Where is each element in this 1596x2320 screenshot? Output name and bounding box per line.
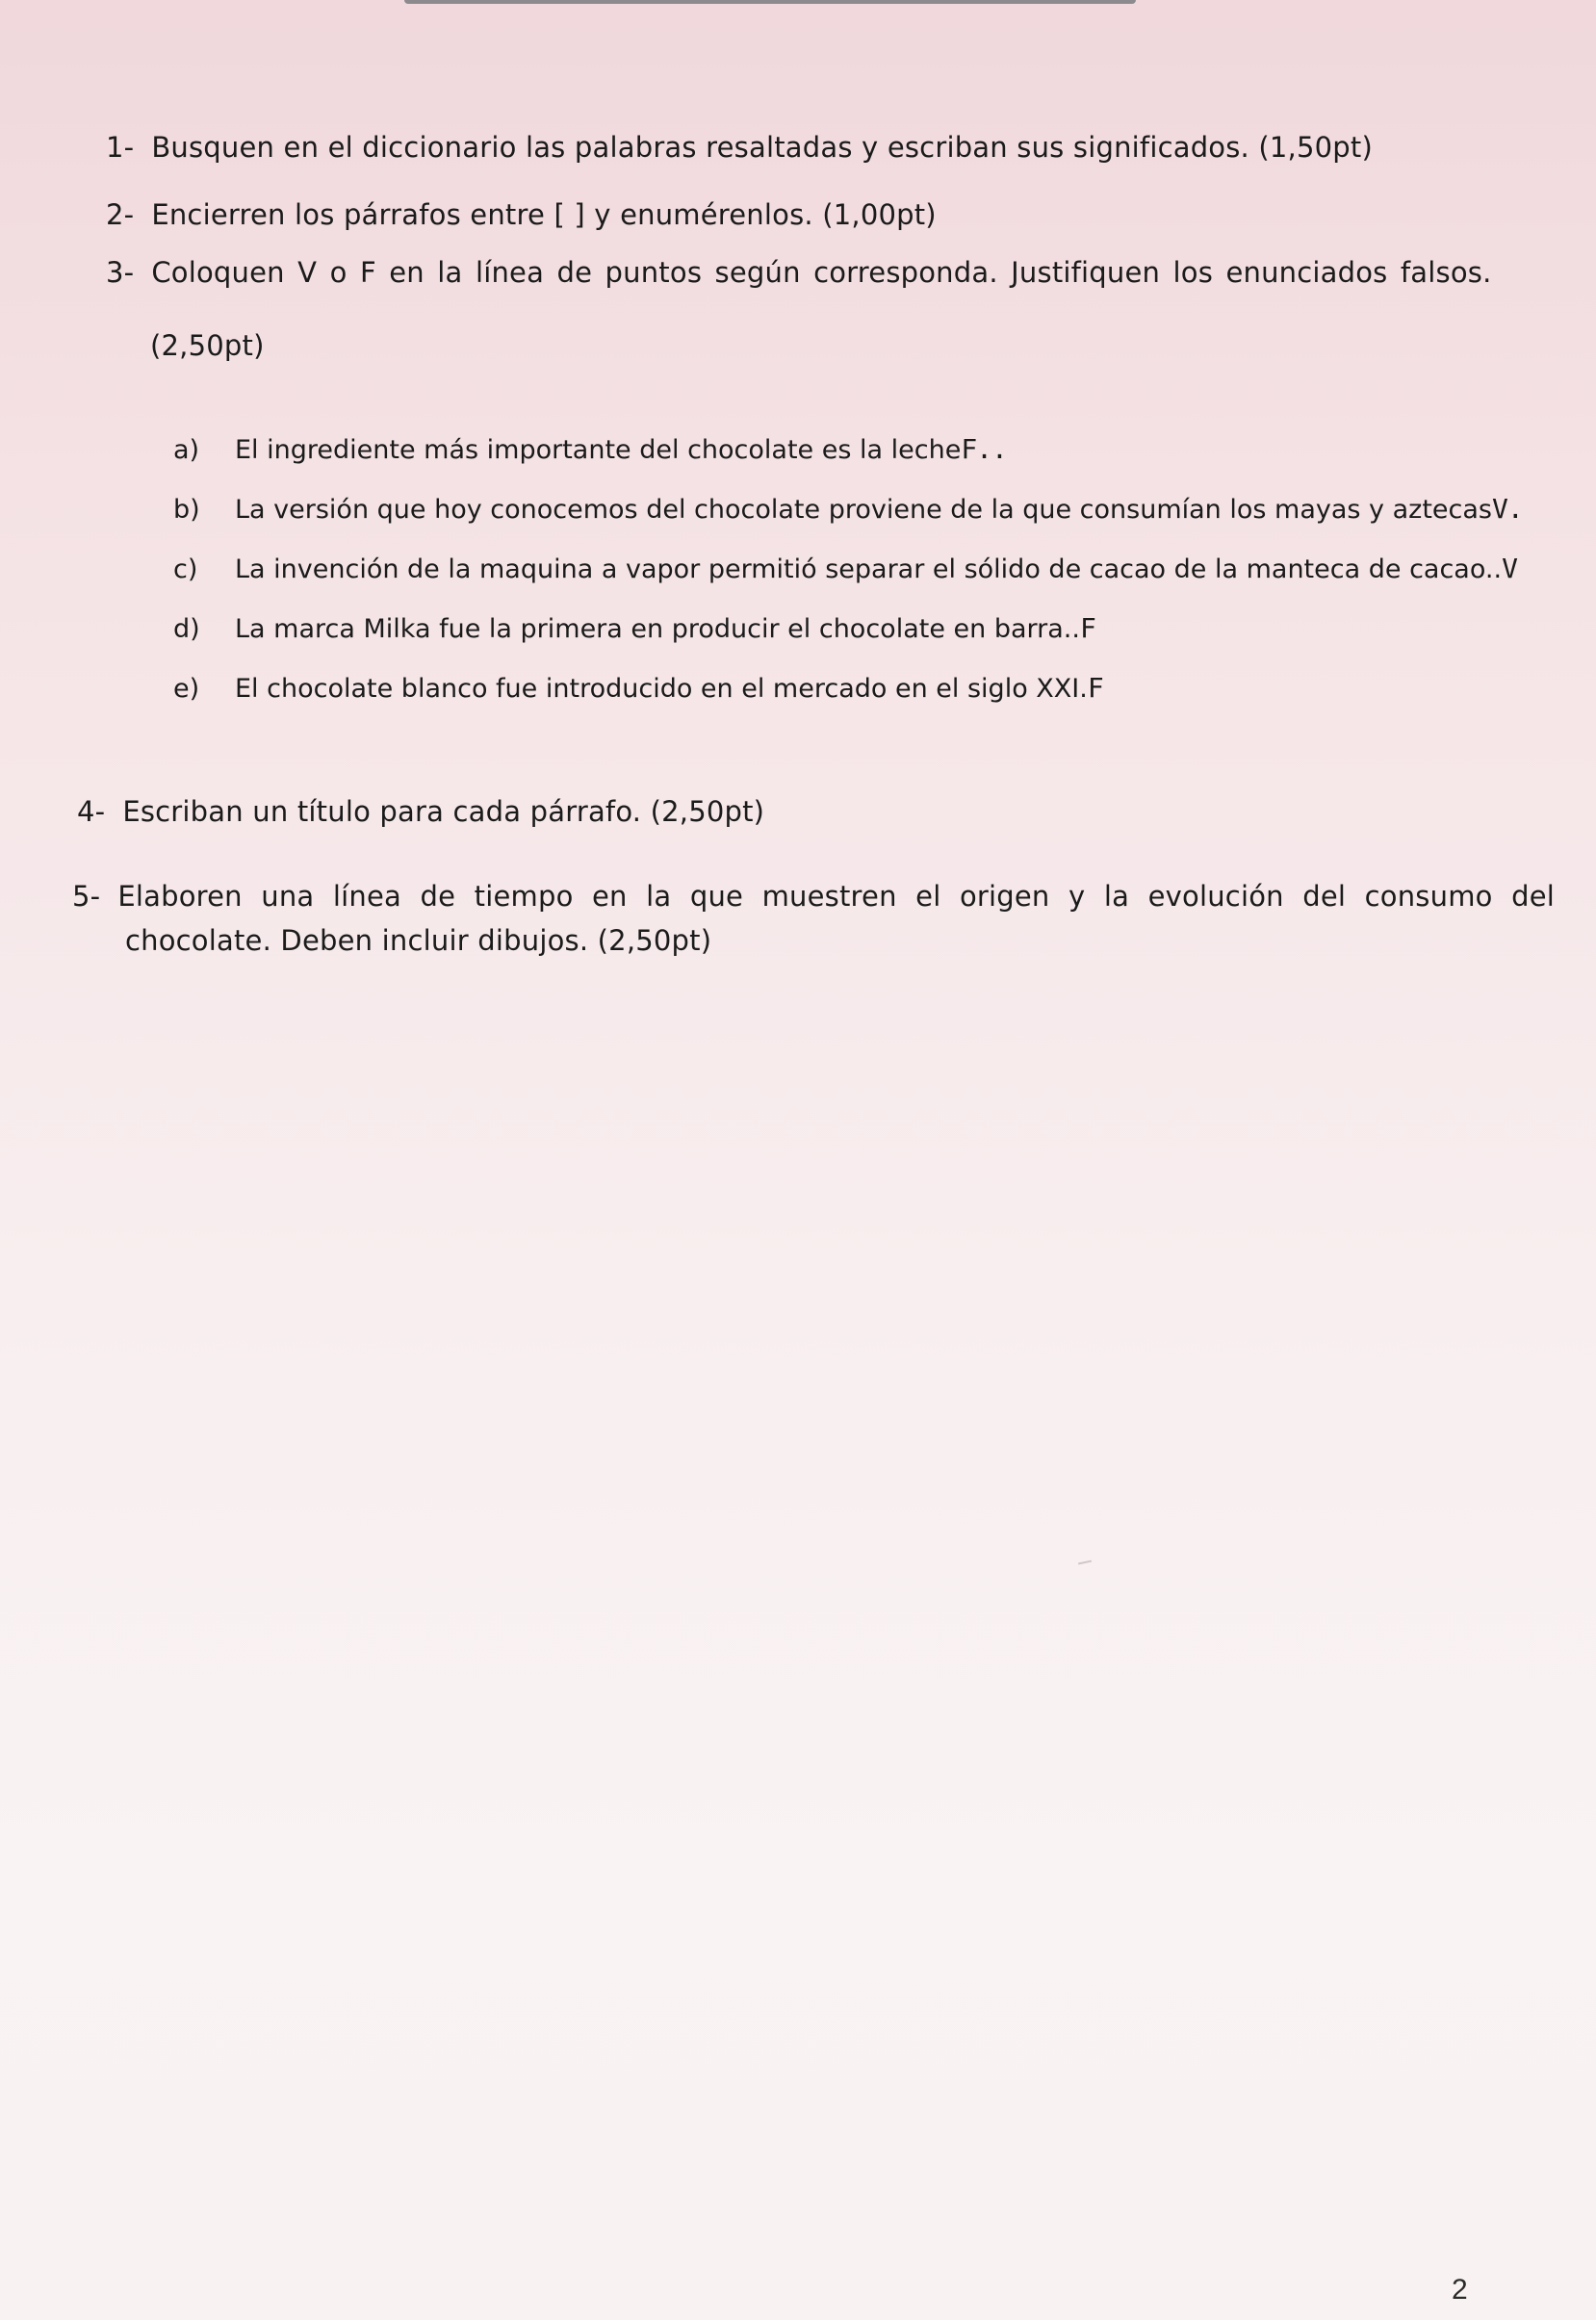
statement-text: El ingrediente más importante del chocolate es la leche — [235, 435, 962, 465]
statement-letter: b) — [173, 495, 200, 525]
question-5 — [72, 874, 1555, 963]
statement-answer: F.. — [961, 433, 1007, 465]
statement-item — [173, 551, 1540, 610]
statement-text: La invención de la maquina a vapor permitió separar el sólido de cacao de la manteca de cacao.. — [235, 554, 1503, 584]
question-text: Busquen en el diccionario las palabras resaltadas y escriban sus significados. (1,50pt) — [151, 131, 1373, 164]
question-4 — [77, 789, 1502, 834]
statement-answer: F — [1079, 612, 1095, 644]
statement-item — [173, 610, 1540, 670]
paper-mark — [1078, 1560, 1092, 1565]
statement-letter: d) — [173, 614, 200, 644]
question-number: 3- — [106, 256, 135, 289]
page-top-edge — [404, 0, 1136, 4]
statement-item — [173, 431, 1540, 491]
question-text-line-2: chocolate. Deben incluir dibujos. (2,50pt) — [125, 924, 712, 957]
question-text: Coloquen V o F en la línea de puntos según corresponda. Justifiquen los enunciados falsos. — [151, 256, 1492, 289]
statement-list — [173, 431, 1540, 730]
statement-text: La marca Milka fue la primera en producir el chocolate en barra.. — [235, 614, 1080, 644]
page-number: 2 — [1452, 2274, 1468, 2306]
question-text: Encierren los párrafos entre [ ] y enumérenlos. (1,00pt) — [151, 198, 937, 231]
question-number: 4- — [77, 795, 106, 828]
statement-answer: V — [1502, 553, 1517, 584]
question-number: 2- — [106, 198, 135, 231]
question-number: 5- — [72, 880, 101, 913]
statement-letter: c) — [173, 554, 198, 584]
statement-letter: e) — [173, 674, 200, 704]
question-3 — [106, 250, 1511, 368]
statement-answer: V. — [1492, 493, 1523, 525]
question-text-line-1: Elaboren una línea de tiempo en la que muestren el origen y la evolución del consumo del — [117, 880, 1555, 913]
statement-text: El chocolate blanco fue introducido en el mercado en el siglo XXI. — [235, 674, 1088, 704]
question-2 — [106, 193, 1502, 237]
statement-letter: a) — [173, 435, 200, 465]
question-number: 1- — [106, 131, 135, 164]
question-1 — [106, 125, 1502, 169]
question-points: (2,50pt) — [150, 329, 265, 362]
statement-answer: F — [1087, 672, 1103, 704]
statement-item — [173, 491, 1540, 551]
statement-item — [173, 670, 1540, 730]
question-text: Escriban un título para cada párrafo. (2,50pt) — [122, 795, 765, 828]
statement-text: La versión que hoy conocemos del chocolate proviene de la que consumían los mayas y aztecas — [235, 495, 1492, 525]
